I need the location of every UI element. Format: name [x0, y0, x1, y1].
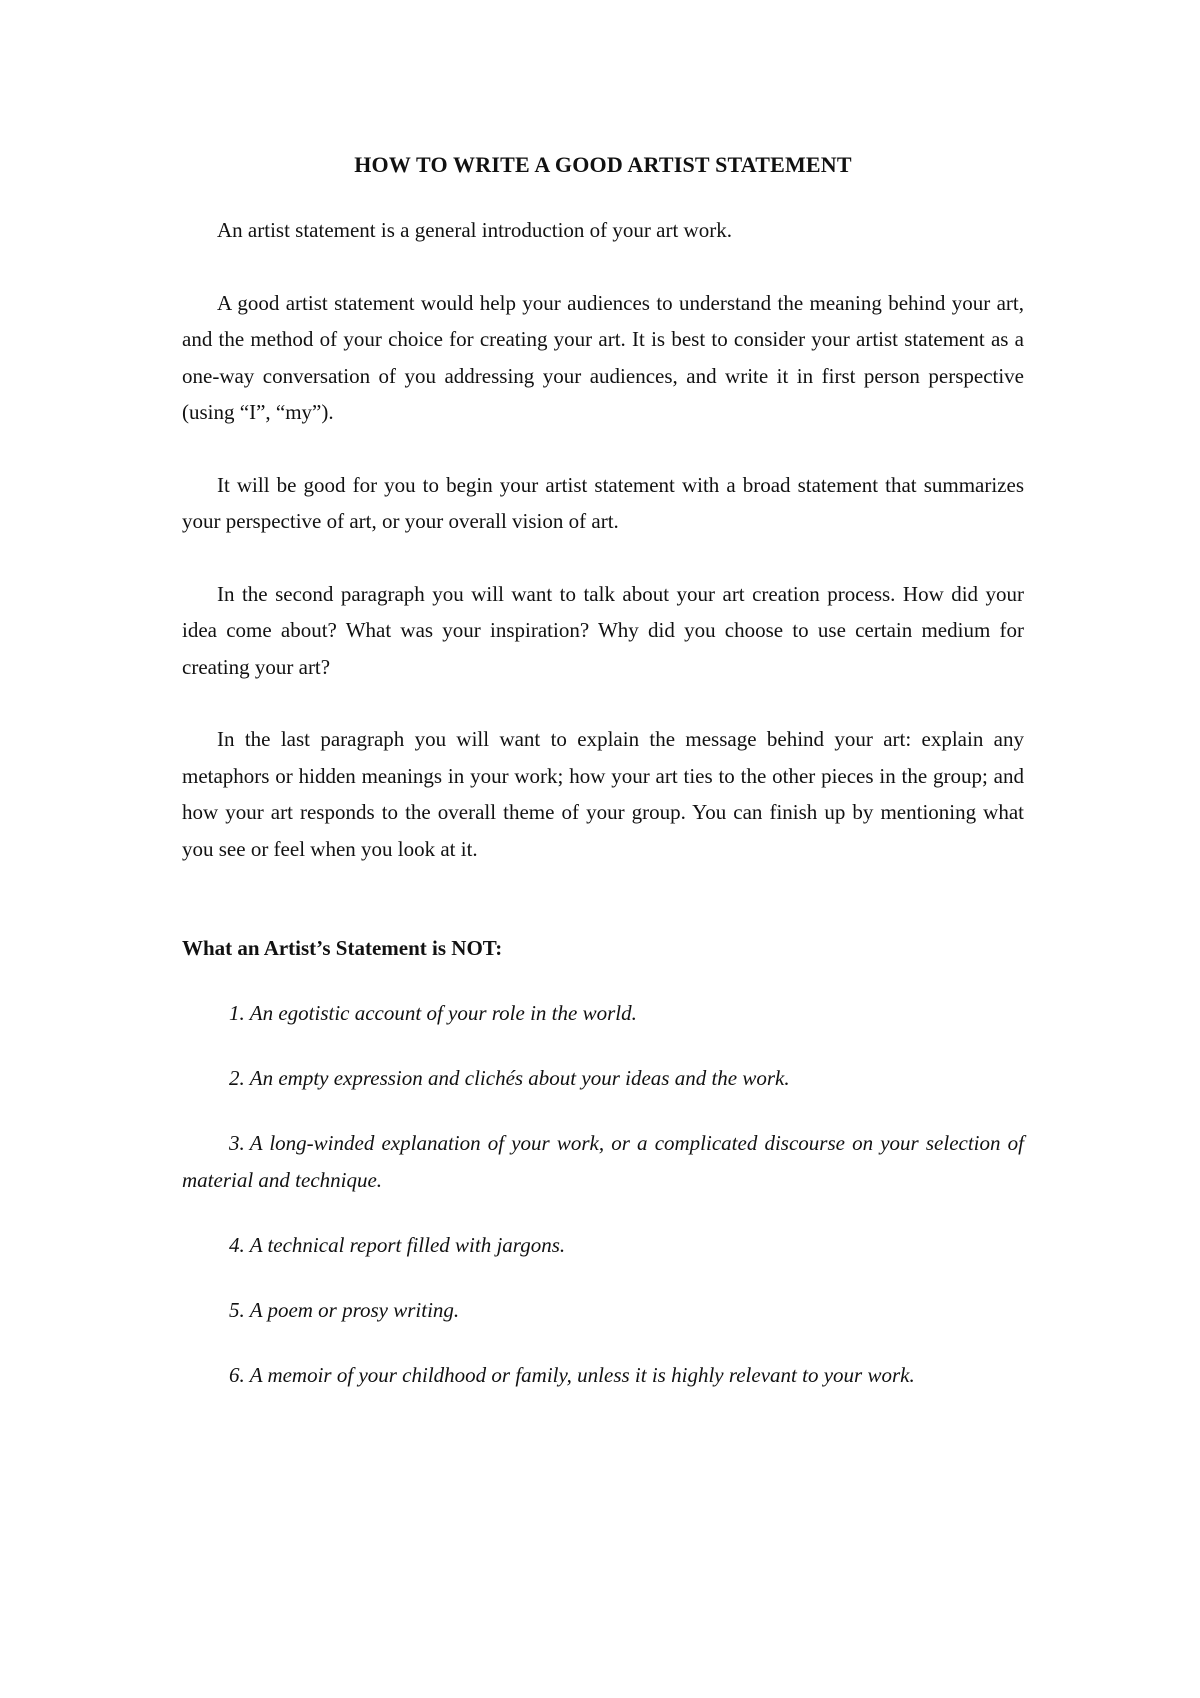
- list-item: [182, 1060, 1024, 1097]
- not-section-heading: What an Artist’s Statement is NOT:: [182, 936, 503, 960]
- not-list: [182, 995, 1024, 1394]
- list-item-text: A long-winded explanation of your work, or a complicated discourse on your selection of material and technique.: [182, 1131, 1024, 1192]
- list-item: [182, 1125, 1024, 1199]
- list-item-number: 6.: [229, 1363, 245, 1387]
- document-title: HOW TO WRITE A GOOD ARTIST STATEMENT: [354, 152, 852, 177]
- list-item-text: A memoir of your childhood or family, unless it is highly relevant to your work.: [249, 1363, 915, 1387]
- opening-advice-paragraph: It will be good for you to begin your artist statement with a broad statement that summarizes your perspective of art, or your overall vision of art.: [182, 472, 1024, 533]
- list-item: [182, 995, 1024, 1032]
- process-paragraph: In the second paragraph you will want to talk about your art creation process. How did your idea come about? What was your inspiration? Why did you choose to use certain medium for creating your art?: [182, 581, 1024, 679]
- list-item-number: 5.: [229, 1298, 245, 1322]
- list-item-number: 4.: [229, 1233, 245, 1257]
- list-item: [182, 1357, 1024, 1394]
- message-paragraph: In the last paragraph you will want to explain the message behind your art: explain any metaphors or hidden meanings in your work; how your art ties to the other pieces in the group; and how your art responds to the overall theme of your group. You can finish up by mentioning what you see or feel when you look at it.: [182, 727, 1024, 861]
- purpose-paragraph: A good artist statement would help your audiences to understand the meaning behind your art, and the method of your choice for creating your art. It is best to consider your artist statement as a one-way conversation of you addressing your audiences, and write it in first person perspective (using “I”, “my”).: [182, 290, 1024, 424]
- intro-paragraph: An artist statement is a general introduction of your art work.: [217, 218, 732, 242]
- list-item-number: 1.: [229, 1001, 245, 1025]
- list-item-text: An egotistic account of your role in the world.: [249, 1001, 637, 1025]
- list-item: [182, 1227, 1024, 1264]
- list-item-number: 2.: [229, 1066, 245, 1090]
- list-item-text: A technical report filled with jargons.: [249, 1233, 566, 1257]
- list-item-text: An empty expression and clichés about your ideas and the work.: [249, 1066, 790, 1090]
- list-item-text: A poem or prosy writing.: [249, 1298, 460, 1322]
- list-item: [182, 1292, 1024, 1329]
- list-item-number: 3.: [229, 1131, 245, 1155]
